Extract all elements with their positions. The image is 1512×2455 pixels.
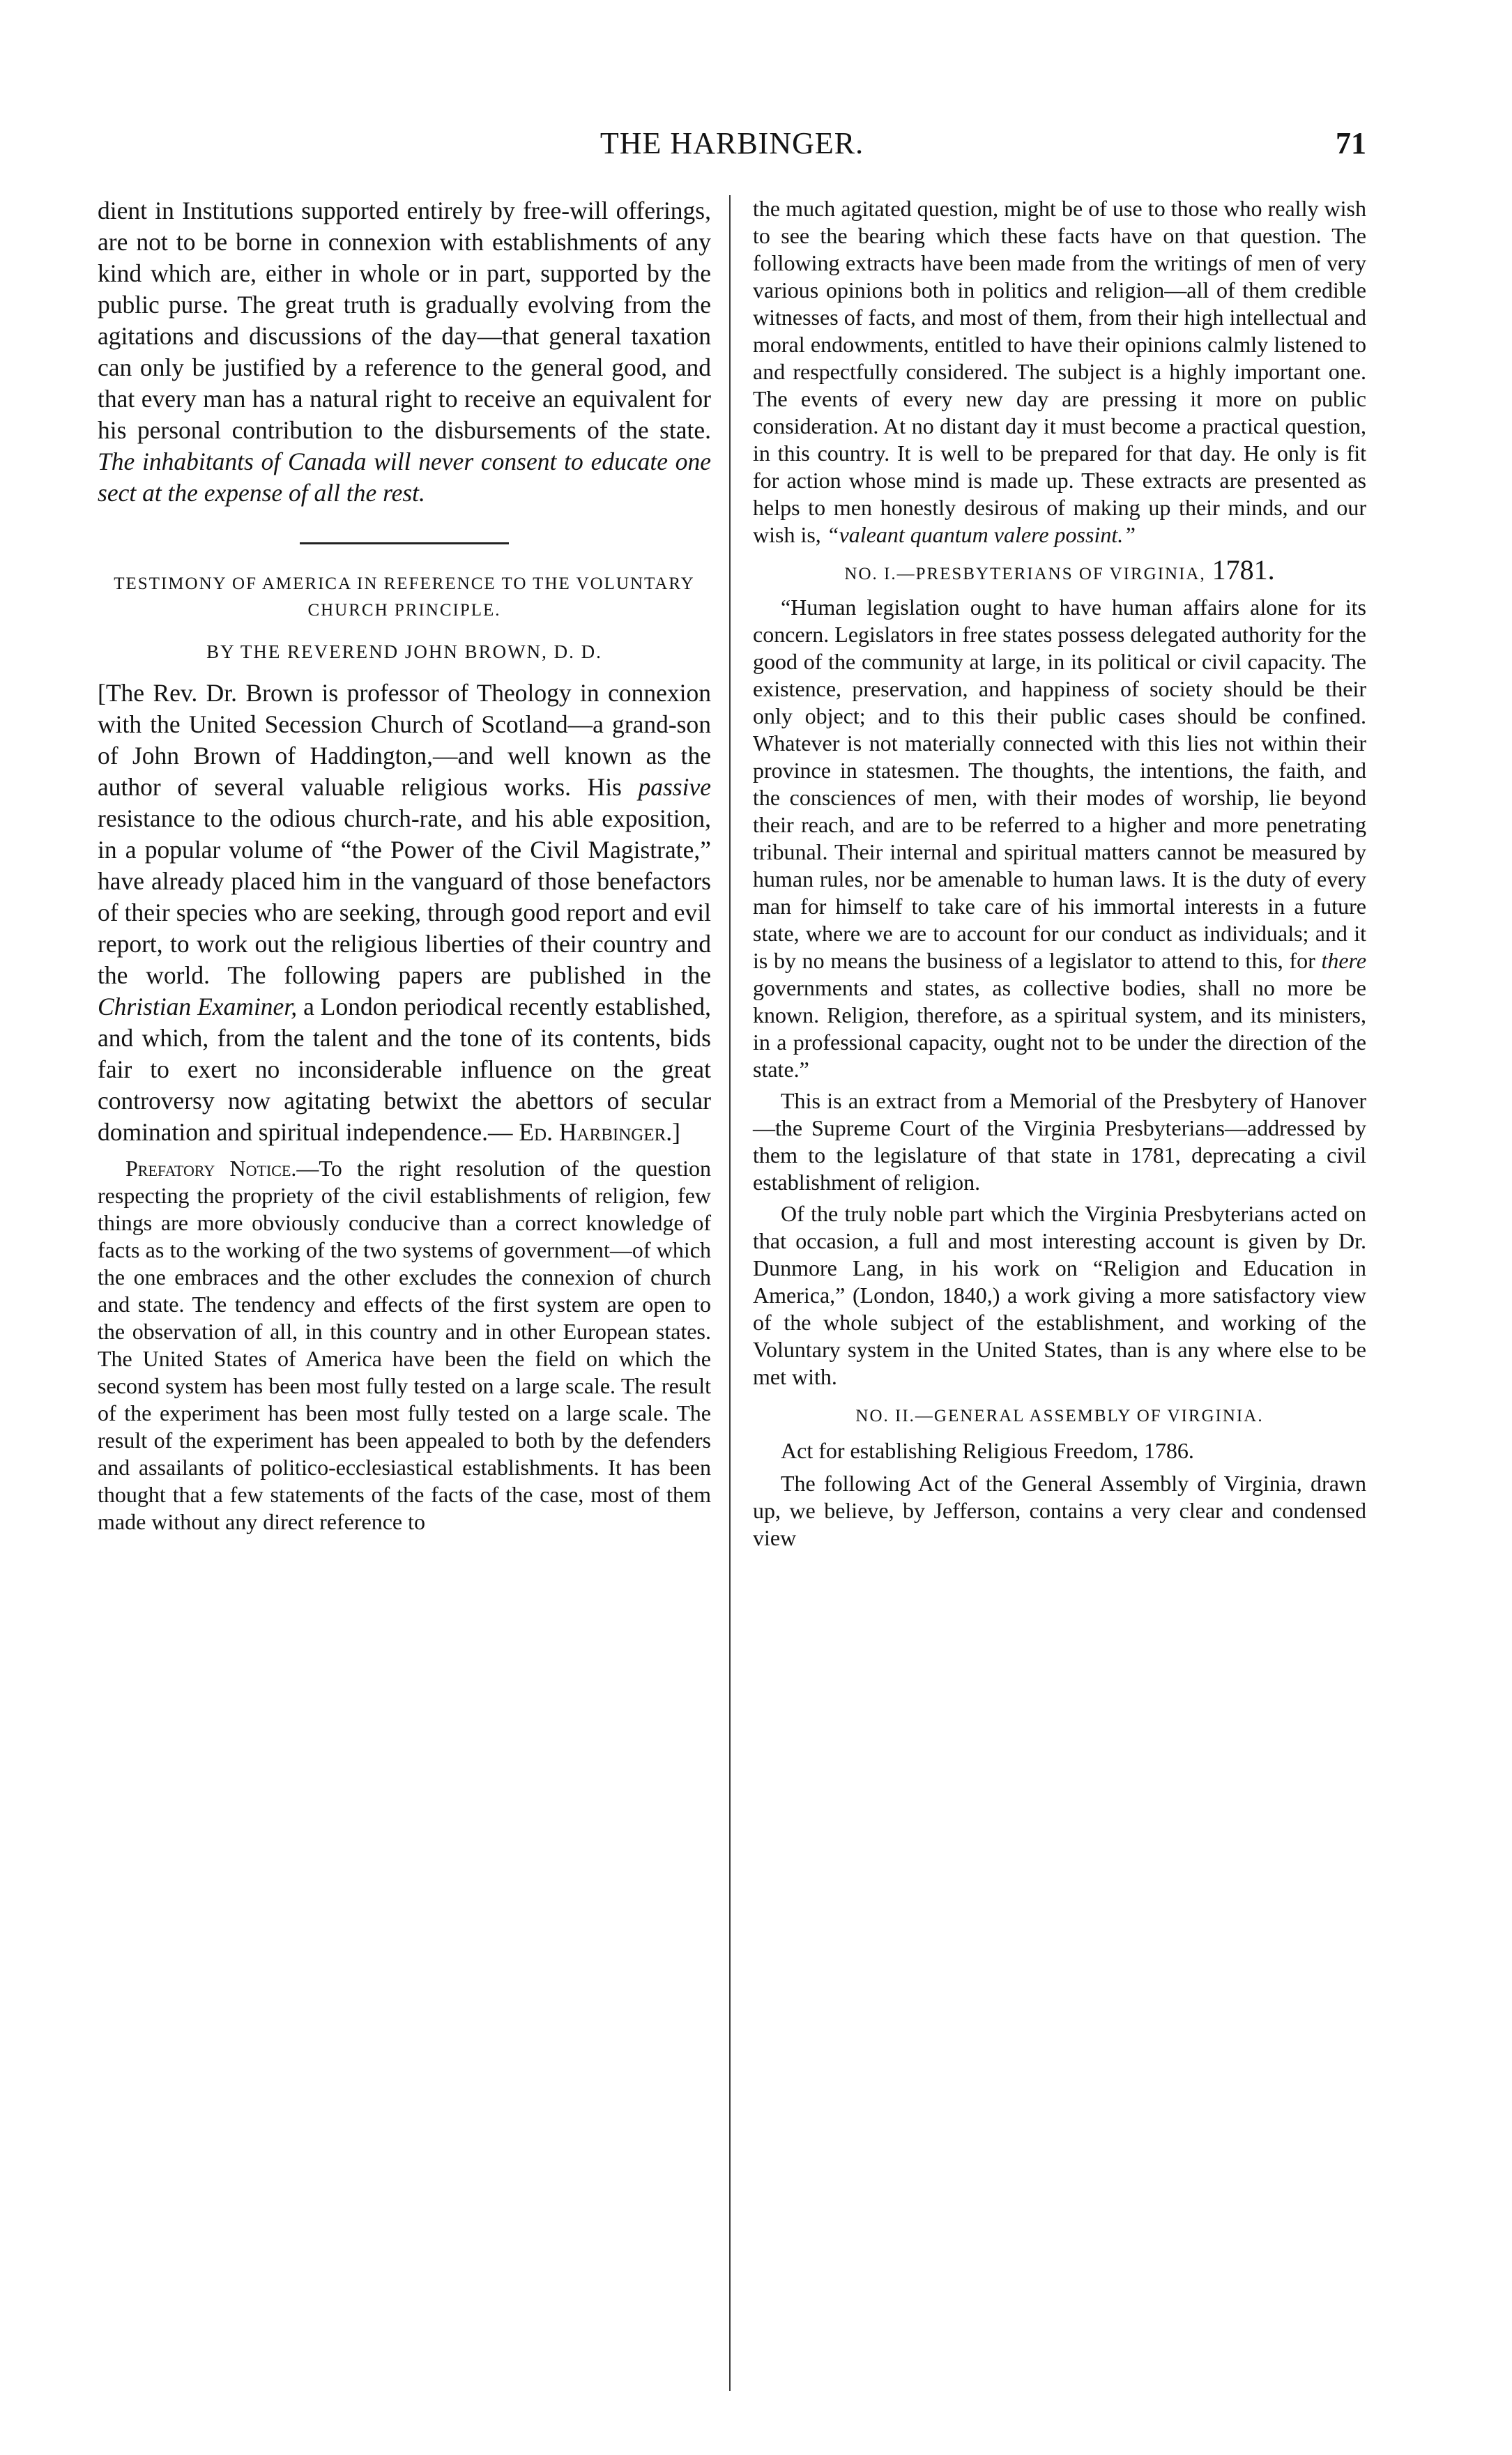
document-page (98, 125, 1366, 2391)
extract-note: This is an extract from a Memorial of the Presbytery of Hanover—the Supreme Court of the Virginia Presbyterians—addressed by them to the legislature of that state in 1781, deprecating a civil establishment of religion. (753, 1088, 1366, 1195)
prefatory-text: —To the right resolution of the question respecting the propriety of the civil establishments of religion, few things are more obviously conducive than a correct knowledge of facts as to the working of the two systems of government—of which the one embraces and the other excludes the connexion of church and state. The tendency and effects of the first system are open to the observation of all, in this country and in other European states. The United States of America have been the field on which the second system has been most fully tested on a large scale. The result of the experiment has been most fully tested on a large scale. The result of the experiment has been appealed to both by the defenders and assailants of politico-ecclesiastical establishments. It has been thought that a few statements of the facts of the case, most of them made without any direct reference to (98, 1156, 711, 1534)
intro-text-a: [The Rev. Dr. Brown is professor of Theology in connexion with the United Secession Church of Scotland—a grand-son of John Brown of Haddington,—and well known as the author of several valuable religious works. His (98, 679, 711, 801)
page-number: 71 (1336, 126, 1366, 160)
running-title: THE HARBINGER. (600, 126, 864, 160)
noble-part-paragraph: Of the truly noble part which the Virginia Presbyterians acted on that occasion, a full and most interesting account is given by Dr. Dunmore Lang, in his work on “Religion and Education in America,” (London, 1840,) a work giving a more satisfactory view of the whole subject of the establishment, and working of the Voluntary system in the United States, than is any where else to be met with. (753, 1201, 1366, 1389)
article-title: TESTIMONY OF AMERICA IN REFERENCE TO THE VOLUNTARY CHURCH PRINCIPLE. (114, 574, 695, 620)
section-divider (300, 542, 509, 544)
memorial-quote (753, 594, 1366, 1083)
para-top-text: the much agitated question, might be of use to those who really wish to see the bearing which these facts have on that question. The following extracts have been made from the writings of men of very various opinions both in politics and religion—all of them credible witnesses of facts, and most of them, from their high intellectual and moral endowments, entitled to have their opinions calmly listened to and respectfully considered. The subject is a highly important one. The events of every new day are pressing it more on public consideration. At no distant day it must become a practical question, in this country. It is well to be prepared for that day. He only is fit for action whose mind is made up. These extracts are presented as helps to men honestly desirous of making up their minds, and our wish is, (753, 196, 1366, 547)
intro-text-c: a London periodical recently established, and which, from the talent and the tone of its contents, bids fair to exert no inconsiderable influence on the great controversy now agitating betwixt the abettors of secular domination and spiritual independence.— (98, 993, 712, 1146)
section-heading-no2: NO. II.—GENERAL ASSEMBLY OF VIRGINIA. (855, 1407, 1264, 1425)
right-column (753, 195, 1366, 1552)
intro-examiner: Christian Examiner, (98, 993, 298, 1020)
continued-paragraph-italic: The inhabitants of Canada will never consent to educate one sect at the expense of all the rest. (98, 448, 711, 507)
continued-paragraph-text: dient in Institutions supported entirely by free-will offerings, are not to be borne in connexion with establishments of any kind which are, either in whole or in part, supported by the public purse. The great truth is gradually evolving from the agitations and discussions of the day—that general taxation can only be justified by a reference to the general good, and that every man has a natural right to receive an equivalent for his personal contribution to the disbursements of the state. (98, 197, 711, 444)
continued-paragraph-right (753, 195, 1366, 549)
following-act-paragraph: The following Act of the General Assembly of Virginia, drawn up, we believe, by Jefferson, contains a very clear and condensed view (753, 1471, 1366, 1550)
left-column (98, 195, 711, 1536)
column-rule (729, 195, 731, 2391)
article-byline: BY THE REVEREND JOHN BROWN, D. D. (206, 641, 602, 662)
page-header (98, 125, 1366, 167)
section-heading-no1-text: NO. I.—PRESBYTERIANS OF VIRGINIA, (844, 565, 1206, 583)
memorial-quote-there: there (1321, 948, 1367, 973)
intro-text-b: resistance to the odious church-rate, and his able exposition, in a popular volume of “the Power of the Civil Magistrate,” have already placed him in the vanguard of those benefactors of their species who are seeking, through good report and evil report, to work out the religious liberties of their country and the world. The following papers are published in the (98, 804, 711, 989)
prefatory-notice (98, 1155, 711, 1536)
section-heading-no1 (753, 554, 1366, 590)
editor-introduction (98, 678, 711, 1148)
continued-paragraph (98, 195, 711, 509)
latin-quote: “valeant quantum valere possint.” (826, 522, 1136, 547)
memorial-quote-end: governments and states, as collective bodies, shall no more be known. Religion, therefore, as a spiritual system, and its ministers, in a professional capacity, ought not to be under the direction of the state.” (753, 975, 1366, 1082)
act-title: Act for establishing Religious Freedom, 1786. (781, 1438, 1194, 1463)
intro-signoff: Ed. Harbinger.] (519, 1118, 680, 1146)
memorial-quote-text: “Human legislation ought to have human affairs alone for its concern. Legislators in free states possess delegated authority for the good of the community at large, in its political or civil capacity. The existence, preservation, and happiness of society should be their only object; and to this their public cases should be confined. Whatever is not materially connected with this lies not within their province in statesmen. The thoughts, the intentions, the faith, and the consciences of men, with their modes of worship, lie beyond their reach, and are to be referred to a higher and more penetrating tribunal. Their internal and spiritual matters cannot be measured by human rules, nor be amenable to human laws. It is the duty of every man for himself to take care of his immortal interests in a future state, where we are to account for our conduct as individuals; and it is by no means the business of a legislator to attend to this, for (753, 595, 1366, 973)
intro-passive: passive (638, 773, 711, 801)
section-heading-no1-year: 1781. (1212, 554, 1275, 586)
prefatory-label: Prefatory Notice. (125, 1156, 297, 1181)
